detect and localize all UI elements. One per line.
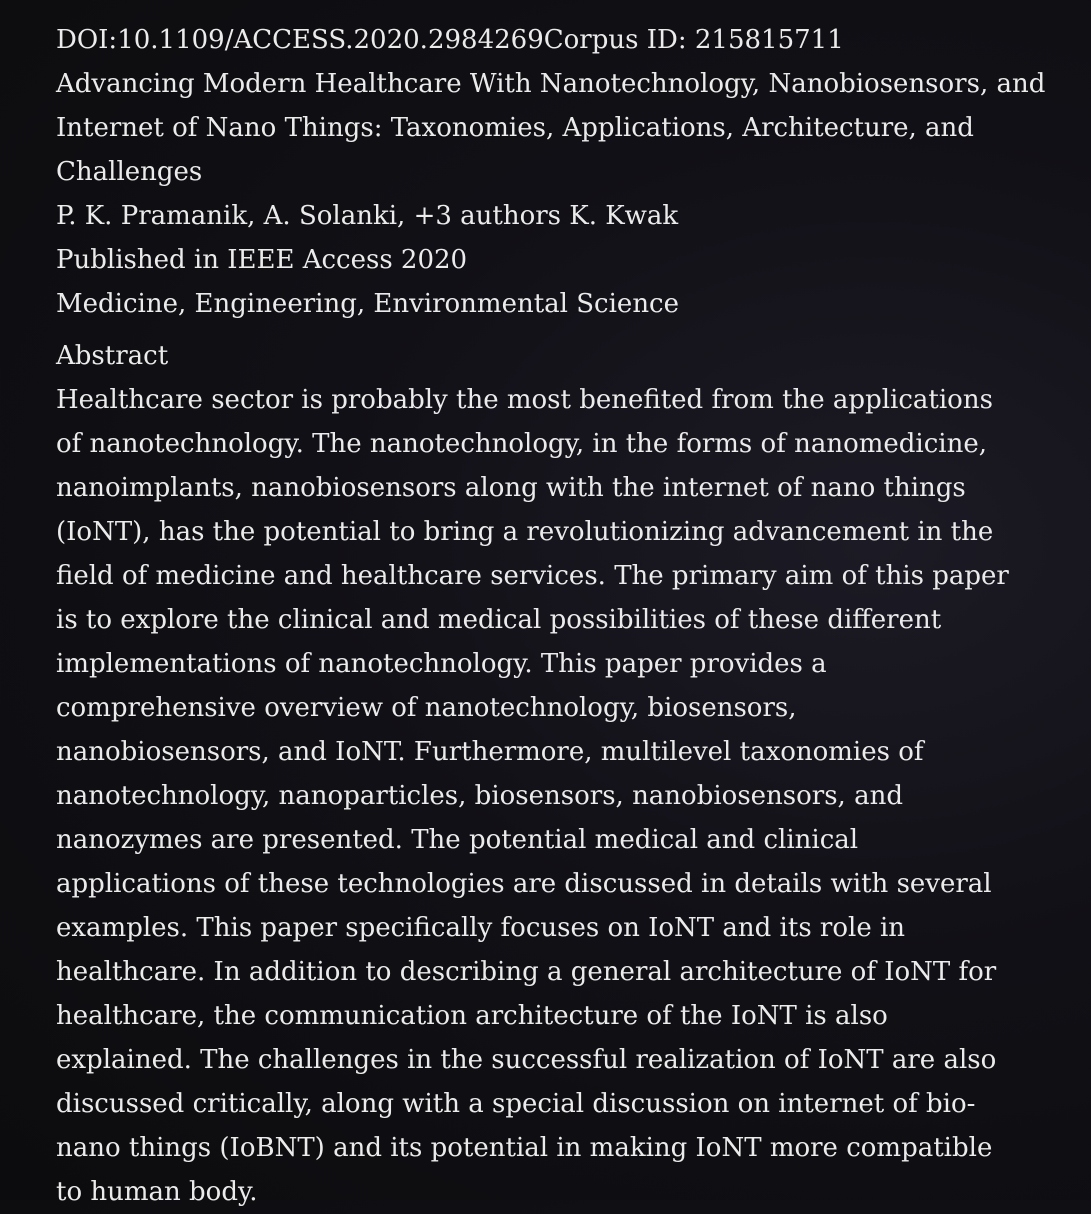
doi-corpus-id: DOI:10.1109/ACCESS.2020.2984269Corpus ID: 215815711 (56, 25, 844, 55)
paper-authors: P. K. Pramanik, A. Solanki, +3 authors K. Kwak (56, 201, 679, 231)
paper-card (56, 18, 1066, 1214)
publication-venue: Published in IEEE Access 2020 (56, 245, 468, 275)
abstract-heading: Abstract (56, 341, 169, 371)
abstract-text: Healthcare sector is probably the most benefited from the applications of nanotechnology. The nanotechnology, in the forms of nanomedicine, nanoimplants, nanobiosensors along with the internet of nano things (IoNT), has the potential to bring a revolutionizing advancement in the field of medicine and healthcare services. The primary aim of this paper is to explore the clinical and medical possibilities of these different implementations of nanotechnology. This paper provides a comprehensive overview of nanotechnology, biosensors, nanobiosensors, and IoNT. Furthermore, multilevel taxonomies of nanotechnology, nanoparticles, biosensors, nanobiosensors, and nanozymes are presented. The potential medical and clinical applications of these technologies are discussed in details with several examples. This paper specifically focuses on IoNT and its role in healthcare. In addition to describing a general architecture of IoNT for healthcare, the communication architecture of the IoNT is also explained. The challenges in the successful realization of IoNT are also discussed critically, along with a special discussion on internet of bio-nano things (IoBNT) and its potential in making IoNT more compatible to human body. (56, 385, 1009, 1207)
fields-of-study: Medicine, Engineering, Environmental Science (56, 289, 680, 319)
paper-title: Advancing Modern Healthcare With Nanotechnology, Nanobiosensors, and Internet of Nano Things: Taxonomies, Applications, Architecture, and Challenges (56, 69, 1046, 187)
